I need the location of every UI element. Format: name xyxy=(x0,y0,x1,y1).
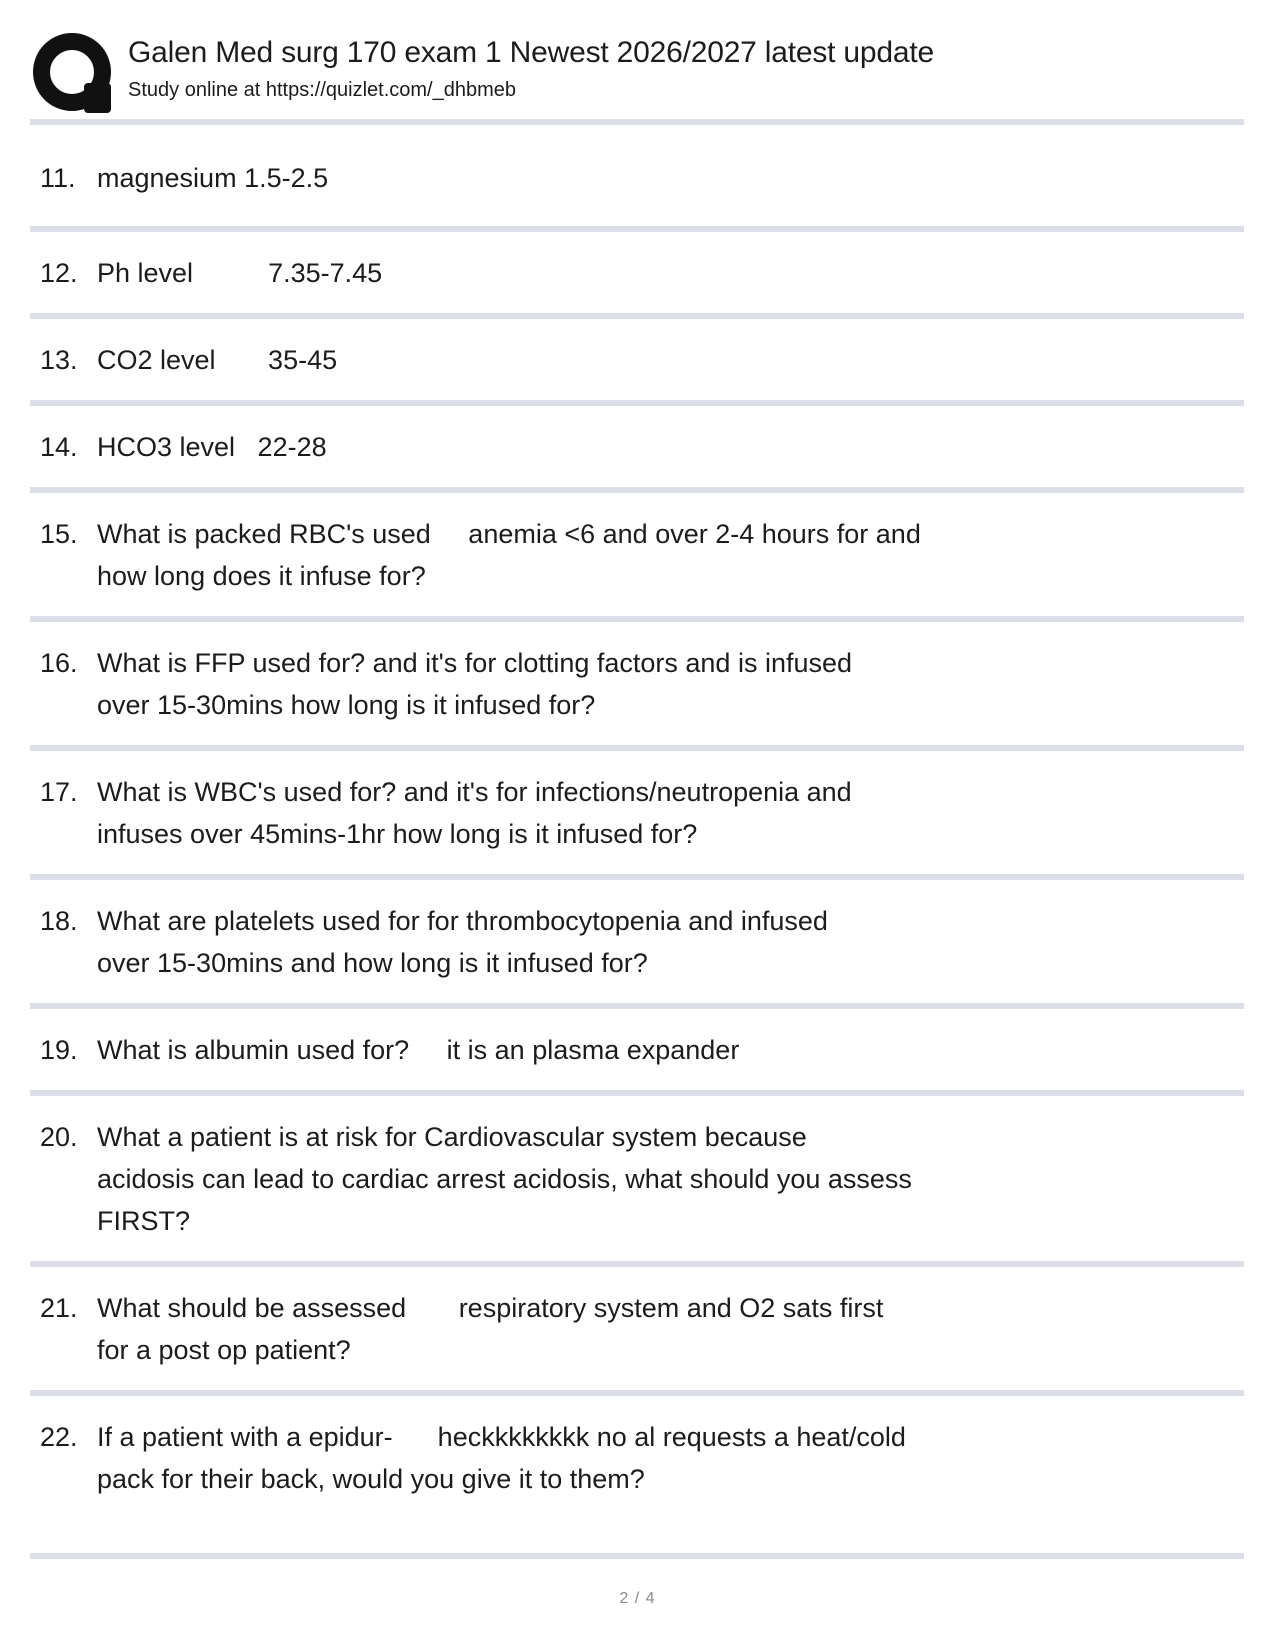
item-text-line: What should be assessed respiratory system and O2 sats first xyxy=(97,1293,884,1323)
item-number: 16. xyxy=(40,648,78,678)
item-text-line: acidosis can lead to cardiac arrest acidosis, what should you assess xyxy=(97,1164,912,1194)
item-number: 13. xyxy=(40,345,78,375)
list-item xyxy=(0,880,1275,1003)
item-number: 14. xyxy=(40,432,78,462)
list-item xyxy=(0,125,1275,226)
list-item xyxy=(0,1096,1275,1261)
item-text-line: how long does it infuse for? xyxy=(97,561,426,591)
item-number: 18. xyxy=(40,906,78,936)
item-number: 12. xyxy=(40,258,78,288)
item-number: 17. xyxy=(40,777,78,807)
list-item xyxy=(0,493,1275,616)
list-item xyxy=(0,1267,1275,1390)
study-online-link[interactable]: Study online at https://quizlet.com/_dhbmeb xyxy=(128,79,517,101)
page-number: 2 / 4 xyxy=(619,1590,656,1607)
item-text xyxy=(97,513,1245,597)
item-number: 21. xyxy=(40,1293,78,1323)
quizlet-q-logo-icon xyxy=(33,33,111,113)
item-text xyxy=(97,1029,1245,1071)
item-text-line: What are platelets used for for thrombocytopenia and infused xyxy=(97,906,828,936)
list-item xyxy=(0,751,1275,874)
item-text-line: What a patient is at risk for Cardiovascular system because xyxy=(97,1122,807,1152)
item-number: 20. xyxy=(40,1122,78,1152)
list-item xyxy=(0,1396,1275,1519)
item-text xyxy=(97,1287,1245,1371)
item-number: 15. xyxy=(40,519,78,549)
list-item xyxy=(0,232,1275,313)
item-text-line: What is albumin used for? it is an plasma expander xyxy=(97,1035,740,1065)
item-text-line: Ph level 7.35-7.45 xyxy=(97,258,383,288)
item-text xyxy=(97,157,1245,199)
item-text-line: for a post op patient? xyxy=(97,1335,351,1365)
item-number: 22. xyxy=(40,1422,78,1452)
question-list xyxy=(0,125,1275,1519)
item-text-line: infuses over 45mins-1hr how long is it infused for? xyxy=(97,819,698,849)
item-text xyxy=(97,900,1245,984)
item-text-line: magnesium 1.5-2.5 xyxy=(97,163,329,193)
list-item xyxy=(0,406,1275,487)
item-text-line: What is packed RBC's used anemia <6 and over 2-4 hours for and xyxy=(97,519,921,549)
item-text-line: pack for their back, would you give it to them? xyxy=(97,1464,645,1494)
item-text-line: If a patient with a epidur- heckkkkkkkk no al requests a heat/cold xyxy=(97,1422,906,1452)
item-text-line: FIRST? xyxy=(97,1206,191,1236)
item-number: 19. xyxy=(40,1035,78,1065)
list-item xyxy=(0,319,1275,400)
footer xyxy=(0,1553,1275,1650)
item-text xyxy=(97,426,1245,468)
header-text xyxy=(128,33,934,102)
page-title: Galen Med surg 170 exam 1 Newest 2026/2027 latest update xyxy=(128,36,934,69)
item-text xyxy=(97,1116,1245,1242)
item-text-line: What is WBC's used for? and it's for infections/neutropenia and xyxy=(97,777,852,807)
item-text xyxy=(97,1416,1245,1500)
item-number: 11. xyxy=(40,163,76,193)
footer-divider xyxy=(30,1553,1244,1559)
item-text-line: What is FFP used for? and it's for clotting factors and is infused xyxy=(97,648,853,678)
item-text xyxy=(97,771,1245,855)
list-item xyxy=(0,1009,1275,1090)
item-text-line: HCO3 level 22-28 xyxy=(97,432,327,462)
item-text-line: over 15-30mins how long is it infused for? xyxy=(97,690,596,720)
item-text xyxy=(97,339,1245,381)
header xyxy=(0,0,1275,119)
item-text xyxy=(97,252,1245,294)
item-text-line: over 15-30mins and how long is it infused for? xyxy=(97,948,648,978)
item-text-line: CO2 level 35-45 xyxy=(97,345,338,375)
item-text xyxy=(97,642,1245,726)
list-item xyxy=(0,622,1275,745)
